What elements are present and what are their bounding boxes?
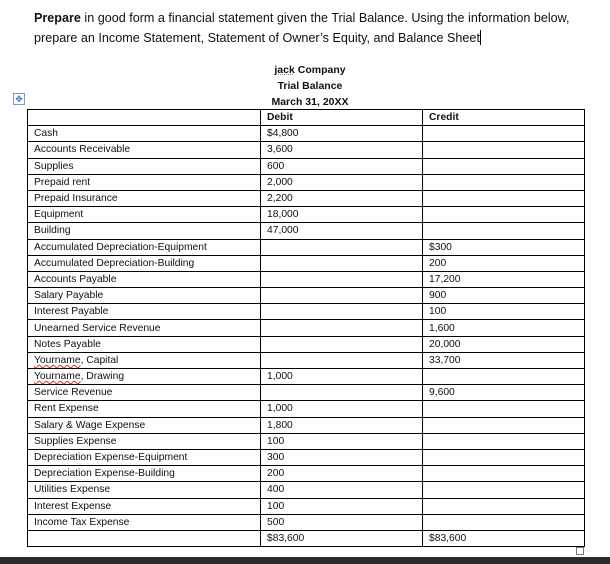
text-cursor (480, 30, 481, 45)
account-cell[interactable]: Accumulated Depreciation-Equipment (28, 239, 261, 255)
table-row (28, 385, 585, 401)
credit-cell[interactable] (423, 174, 585, 190)
table-row (28, 352, 585, 368)
table-row (28, 498, 585, 514)
debit-cell[interactable] (261, 255, 423, 271)
table-row (28, 466, 585, 482)
table-row (28, 126, 585, 142)
account-cell[interactable]: Equipment (28, 207, 261, 223)
account-cell[interactable]: Salary & Wage Expense (28, 417, 261, 433)
credit-cell[interactable] (423, 449, 585, 465)
instructions-paragraph[interactable] (34, 8, 594, 48)
debit-cell[interactable]: 400 (261, 482, 423, 498)
debit-cell[interactable] (261, 304, 423, 320)
table-row (28, 369, 585, 385)
table-row (28, 271, 585, 287)
table-row (28, 433, 585, 449)
account-cell[interactable]: Interest Payable (28, 304, 261, 320)
debit-cell[interactable] (261, 352, 423, 368)
table-row (28, 288, 585, 304)
instructions-bold: Prepare (34, 11, 81, 25)
debit-total-cell[interactable]: $83,600 (261, 530, 423, 546)
debit-cell[interactable]: $4,800 (261, 126, 423, 142)
account-cell[interactable]: Depreciation Expense-Equipment (28, 449, 261, 465)
account-cell[interactable]: Supplies Expense (28, 433, 261, 449)
credit-cell[interactable] (423, 223, 585, 239)
account-cell[interactable]: Building (28, 223, 261, 239)
table-row (28, 174, 585, 190)
credit-cell[interactable] (423, 514, 585, 530)
table-row (28, 239, 585, 255)
credit-header: Credit (423, 110, 585, 126)
statement-date: March 31, 20XX (271, 96, 349, 108)
table-row (28, 449, 585, 465)
debit-cell[interactable] (261, 271, 423, 287)
table-row (28, 158, 585, 174)
account-header (28, 110, 261, 126)
credit-cell[interactable]: $300 (423, 239, 585, 255)
debit-cell[interactable]: 2,200 (261, 190, 423, 206)
credit-cell[interactable] (423, 126, 585, 142)
debit-cell[interactable]: 200 (261, 466, 423, 482)
table-row (28, 401, 585, 417)
credit-cell[interactable]: 20,000 (423, 336, 585, 352)
account-cell[interactable]: Unearned Service Revenue (28, 320, 261, 336)
debit-cell[interactable] (261, 320, 423, 336)
credit-cell[interactable]: 200 (423, 255, 585, 271)
account-cell[interactable]: Utilities Expense (28, 482, 261, 498)
bottom-bar (0, 557, 610, 564)
table-row (28, 417, 585, 433)
account-cell[interactable]: Supplies (28, 158, 261, 174)
table-move-handle-icon[interactable]: ✥ (13, 93, 25, 105)
credit-cell[interactable] (423, 190, 585, 206)
debit-cell[interactable]: 2,000 (261, 174, 423, 190)
debit-cell[interactable]: 600 (261, 158, 423, 174)
account-cell[interactable]: Interest Expense (28, 498, 261, 514)
trial-balance-table (27, 109, 585, 547)
credit-cell[interactable] (423, 466, 585, 482)
account-cell[interactable]: Depreciation Expense-Building (28, 466, 261, 482)
debit-cell[interactable]: 18,000 (261, 207, 423, 223)
table-row (28, 207, 585, 223)
credit-cell[interactable] (423, 142, 585, 158)
account-cell[interactable]: Income Tax Expense (28, 514, 261, 530)
credit-cell[interactable] (423, 158, 585, 174)
company-name (230, 62, 390, 78)
account-cell[interactable]: Cash (28, 126, 261, 142)
credit-cell[interactable]: 9,600 (423, 385, 585, 401)
credit-cell[interactable]: 100 (423, 304, 585, 320)
account-cell[interactable]: Salary Payable (28, 288, 261, 304)
table-row (28, 190, 585, 206)
debit-cell[interactable]: 1,800 (261, 417, 423, 433)
credit-cell[interactable] (423, 207, 585, 223)
credit-cell[interactable] (423, 433, 585, 449)
table-row (28, 336, 585, 352)
credit-cell[interactable]: 17,200 (423, 271, 585, 287)
credit-cell[interactable] (423, 498, 585, 514)
misspelled-word: Yourname (34, 354, 81, 366)
account-cell[interactable]: Accounts Receivable (28, 142, 261, 158)
table-row (28, 142, 585, 158)
company-rest: Company (294, 64, 346, 76)
credit-cell[interactable] (423, 369, 585, 385)
debit-cell[interactable]: 1,000 (261, 369, 423, 385)
debit-cell[interactable] (261, 385, 423, 401)
table-row (28, 304, 585, 320)
debit-cell[interactable]: 100 (261, 433, 423, 449)
company-first-word: jack (274, 64, 295, 76)
table-row (28, 514, 585, 530)
credit-cell[interactable] (423, 417, 585, 433)
statement-heading (230, 62, 390, 110)
account-cell[interactable]: Accumulated Depreciation-Building (28, 255, 261, 271)
misspelled-word: Yourname (34, 371, 81, 383)
debit-cell[interactable] (261, 288, 423, 304)
table-row (28, 223, 585, 239)
table-row (28, 255, 585, 271)
credit-cell[interactable]: 1,600 (423, 320, 585, 336)
credit-cell[interactable]: 900 (423, 288, 585, 304)
account-cell[interactable]: Yourname, Drawing (28, 369, 261, 385)
table-resize-handle[interactable] (576, 547, 584, 555)
debit-cell[interactable] (261, 336, 423, 352)
table-row (28, 482, 585, 498)
totals-row (28, 530, 585, 546)
debit-cell[interactable]: 1,000 (261, 401, 423, 417)
debit-cell[interactable] (261, 239, 423, 255)
account-cell[interactable]: Notes Payable (28, 336, 261, 352)
instructions-text: in good form a financial statement given the Trial Balance. Using the information below, prepare an Income Statement, Statement of Owner’s Equity, and Balance Sheet (34, 11, 570, 45)
statement-title: Trial Balance (277, 80, 343, 92)
table-header-row (28, 110, 585, 126)
table-row (28, 320, 585, 336)
credit-cell[interactable]: 33,700 (423, 352, 585, 368)
account-cell[interactable]: Rent Expense (28, 401, 261, 417)
credit-cell[interactable] (423, 401, 585, 417)
account-cell[interactable]: Prepaid Insurance (28, 190, 261, 206)
debit-cell[interactable]: 300 (261, 449, 423, 465)
account-cell[interactable]: Yourname, Capital (28, 352, 261, 368)
credit-total-cell[interactable]: $83,600 (423, 530, 585, 546)
debit-cell[interactable]: 500 (261, 514, 423, 530)
account-cell[interactable]: Service Revenue (28, 385, 261, 401)
credit-cell[interactable] (423, 482, 585, 498)
account-cell[interactable]: Prepaid rent (28, 174, 261, 190)
totals-label-cell[interactable] (28, 530, 261, 546)
debit-cell[interactable]: 3,600 (261, 142, 423, 158)
debit-header: Debit (261, 110, 423, 126)
debit-cell[interactable]: 100 (261, 498, 423, 514)
debit-cell[interactable]: 47,000 (261, 223, 423, 239)
account-cell[interactable]: Accounts Payable (28, 271, 261, 287)
